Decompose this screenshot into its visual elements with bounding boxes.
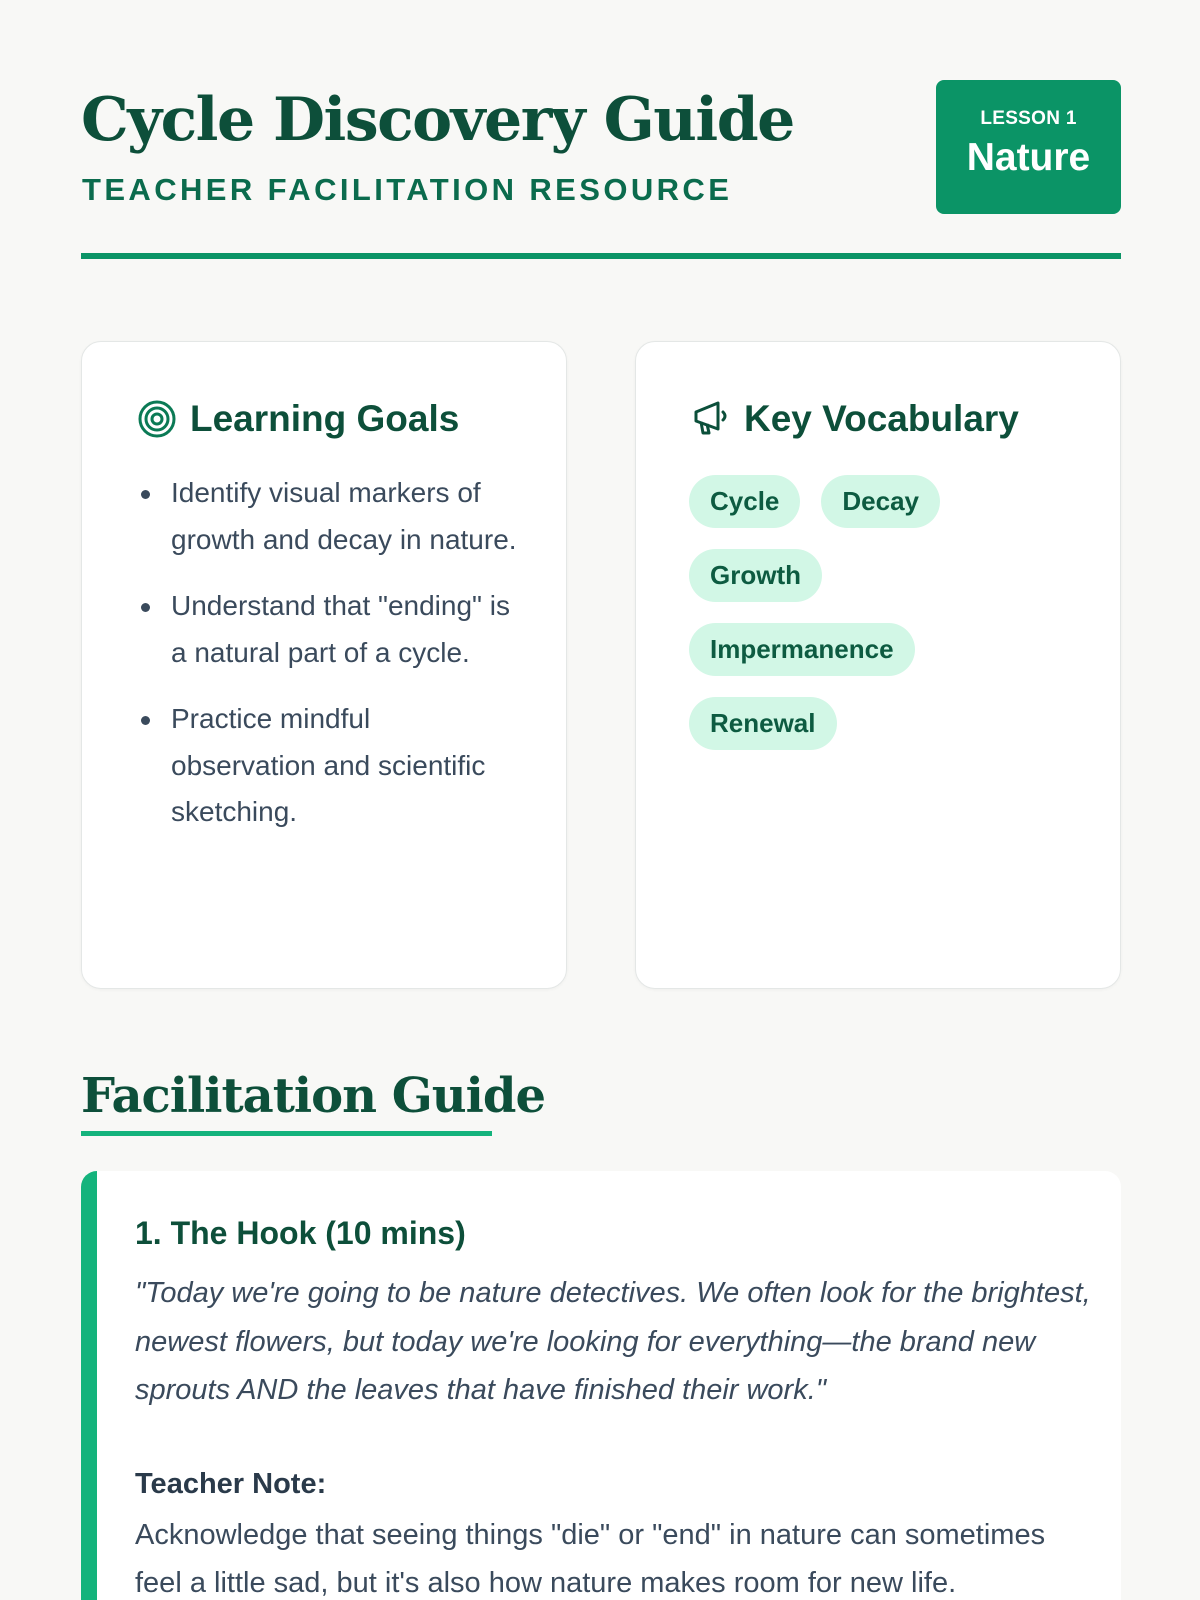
teacher-note-label: Teacher Note: bbox=[135, 1468, 327, 1500]
megaphone-icon bbox=[691, 399, 731, 439]
section-underline bbox=[81, 1131, 492, 1136]
lesson-badge bbox=[936, 80, 1121, 214]
learning-goals-list bbox=[137, 470, 517, 856]
lesson-topic: Nature bbox=[966, 136, 1091, 179]
page-subtitle: TEACHER FACILITATION RESOURCE bbox=[82, 172, 733, 207]
vocab-pill-growth: Growth bbox=[689, 549, 822, 602]
header-divider bbox=[81, 253, 1121, 259]
key-vocabulary-card bbox=[635, 341, 1121, 989]
target-icon bbox=[137, 399, 177, 439]
list-item: Understand that "ending" is a natural part of a cycle. bbox=[137, 583, 517, 676]
learning-goals-card bbox=[81, 341, 567, 989]
lesson-number: LESSON 1 bbox=[980, 108, 1077, 129]
vocab-pill-cycle: Cycle bbox=[689, 475, 800, 528]
step-quote: "Today we're going to be nature detectives. We often look for the brightest, newest flowers, but today we're looking for everything—the brand new sprouts AND the leaves that have finished their work." bbox=[135, 1277, 1091, 1406]
list-item: Practice mindful observation and scientific sketching. bbox=[137, 696, 517, 836]
vocab-pill-impermanence: Impermanence bbox=[689, 623, 915, 676]
facilitation-guide-title: Facilitation Guide bbox=[81, 1068, 546, 1124]
page-header bbox=[81, 80, 1121, 260]
key-vocabulary-heading bbox=[691, 398, 1019, 440]
learning-goals-title: Learning Goals bbox=[190, 398, 460, 439]
step-title: 1. The Hook (10 mins) bbox=[135, 1215, 466, 1251]
step-card-hook bbox=[81, 1171, 1121, 1600]
vocab-pill-renewal: Renewal bbox=[689, 697, 837, 750]
vocabulary-pills bbox=[689, 475, 1079, 771]
learning-goals-heading bbox=[137, 398, 459, 440]
list-item: Identify visual markers of growth and decay in nature. bbox=[137, 470, 517, 563]
page-title: Cycle Discovery Guide bbox=[81, 85, 794, 155]
vocab-pill-decay: Decay bbox=[821, 475, 940, 528]
teacher-note-text: Acknowledge that seeing things "die" or "end" in nature can sometimes feel a little sad, but it's also how nature makes room for new life. bbox=[135, 1519, 1046, 1599]
key-vocabulary-title: Key Vocabulary bbox=[744, 398, 1019, 439]
